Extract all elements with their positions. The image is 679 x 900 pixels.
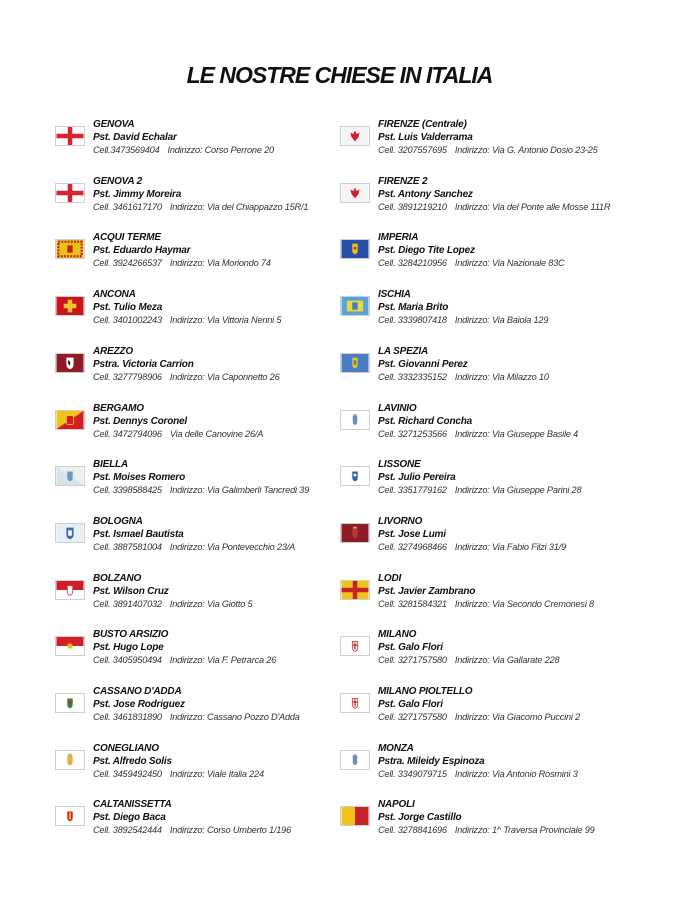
church-info xyxy=(93,231,271,270)
ischia-flag-icon xyxy=(340,296,370,316)
pastor-name: Pst. Diego Tite Lopez xyxy=(378,245,475,257)
city-name: CASSANO D'ADDA xyxy=(93,686,182,697)
church-entry-monza xyxy=(340,742,630,790)
church-info xyxy=(93,345,280,384)
church-info xyxy=(378,288,548,327)
phone-number: Cell. 3891407032 xyxy=(93,598,162,609)
contact-line xyxy=(378,257,565,270)
contact-line xyxy=(378,541,566,554)
city-name: LAVINIO xyxy=(378,402,417,414)
contact-line xyxy=(93,768,264,781)
la-spezia-flag-icon xyxy=(340,353,370,373)
address: Indirizzo: Via Giuseppe Basile 4 xyxy=(454,428,578,439)
church-entry-ischia xyxy=(340,288,630,336)
church-entry-lodi xyxy=(340,572,630,620)
phone-number: Cell. 3349079715 xyxy=(378,768,447,779)
church-info xyxy=(93,572,252,611)
address: Indirizzo: 1^ Traversa Provinciale 99 xyxy=(454,825,595,836)
phone-number: Cell. 3401002243 xyxy=(93,315,162,326)
church-entry-acqui-terme xyxy=(55,231,345,279)
church-entry-imperia xyxy=(340,231,630,279)
church-entry-livorno xyxy=(340,515,630,563)
page-title: LE NOSTRE CHIESE IN ITALIA xyxy=(186,62,493,88)
pastor-name: Pst. Hugo Lope xyxy=(93,642,164,654)
church-entry-busto-arsizio xyxy=(55,628,345,676)
church-info xyxy=(93,458,309,497)
pastor-name: Pst. Luis Valderrama xyxy=(378,132,473,143)
pastor-name: Pstra. Victoria Carrion xyxy=(93,358,194,370)
contact-line xyxy=(93,314,281,327)
phone-number: Cell. 3891219210 xyxy=(378,201,447,212)
monza-flag-icon xyxy=(340,750,370,770)
city-name: MILANO PIOLTELLO xyxy=(378,686,473,697)
address: Indirizzo: Via Giotto 5 xyxy=(169,598,253,609)
city-name: BOLZANO xyxy=(93,572,142,584)
firenze-flag-icon xyxy=(340,126,370,146)
contact-line xyxy=(378,711,580,724)
contact-line xyxy=(93,824,291,837)
church-entry-bolzano xyxy=(55,572,345,620)
church-entry-caltanissetta xyxy=(55,798,345,846)
contact-line xyxy=(93,371,280,384)
church-entry-la-spezia xyxy=(340,345,630,393)
contact-line xyxy=(378,371,549,384)
pastor-name: Pst. Dennys Coronel xyxy=(93,415,187,427)
contact-line xyxy=(378,314,548,327)
pastor-name: Pst. Giovanni Perez xyxy=(378,358,468,370)
church-info xyxy=(378,231,565,270)
pastor-name: Pst. Moises Romero xyxy=(93,472,185,484)
pastor-name: Pst. Richard Concha xyxy=(378,415,472,427)
address: Indirizzo: Via Moriondo 74 xyxy=(169,258,271,269)
church-info xyxy=(93,402,263,441)
bergamo-flag-icon xyxy=(55,410,85,430)
church-info xyxy=(93,515,295,554)
church-entry-conegliano xyxy=(55,742,345,790)
phone-number: Cell. 3271757580 xyxy=(378,712,447,722)
phone-number: Cell. 3277798906 xyxy=(93,371,162,382)
phone-number: Cell. 3461831890 xyxy=(93,712,162,722)
pastor-name: Pst. Diego Baca xyxy=(93,812,166,824)
pastor-name: Pst. Wilson Cruz xyxy=(93,585,169,597)
church-info xyxy=(378,515,566,554)
church-info xyxy=(93,175,308,214)
city-name: BUSTO ARSIZIO xyxy=(93,629,169,641)
church-info xyxy=(378,458,581,497)
pastor-name: Pst. Ismael Bautista xyxy=(93,528,184,540)
phone-number: Cell. 3892542444 xyxy=(93,825,162,836)
phone-number: Cell. 3459492450 xyxy=(93,768,162,779)
address: Indirizzo: Corso Perrone 20 xyxy=(167,145,274,155)
phone-number: Cell. 3278841696 xyxy=(378,825,447,836)
church-info xyxy=(93,742,264,781)
church-info xyxy=(93,685,300,724)
address: Indirizzo: Via Vittoria Nenni 5 xyxy=(169,315,282,326)
church-entry-lissone xyxy=(340,458,630,506)
church-entry-arezzo xyxy=(55,345,345,393)
contact-line xyxy=(93,428,263,441)
address: Indirizzo: Via Caponnetto 26 xyxy=(169,371,280,382)
phone-number: Cell. 3887581004 xyxy=(93,541,162,552)
city-name: CONEGLIANO xyxy=(93,742,159,754)
pastor-name: Pst. Maria Brito xyxy=(378,302,449,314)
livorno-flag-icon xyxy=(340,523,370,543)
phone-number: Cell. 3284210956 xyxy=(378,258,447,269)
milano-flag-icon xyxy=(340,693,370,713)
bolzano-flag-icon xyxy=(55,580,85,600)
biella-flag-icon xyxy=(55,466,85,486)
lissone-flag-icon xyxy=(340,466,370,486)
napoli-flag-icon xyxy=(340,806,370,826)
city-name: BERGAMO xyxy=(93,402,144,414)
contact-line xyxy=(93,257,271,270)
city-name: LA SPEZIA xyxy=(378,345,429,357)
church-entry-milano-pioltello xyxy=(340,685,630,733)
city-name: FIRENZE (Centrale) xyxy=(378,119,467,130)
church-entry-biella xyxy=(55,458,345,506)
phone-number: Cell. 3351779162 xyxy=(378,485,447,496)
pastor-name: Pst. Galo Flori xyxy=(378,642,443,654)
address: Indirizzo: Via del Ponte alle Mosse 111R xyxy=(454,201,611,212)
city-name: ISCHIA xyxy=(378,289,411,301)
contact-line xyxy=(93,654,276,667)
bologna-flag-icon xyxy=(55,523,85,543)
city-name: BOLOGNA xyxy=(93,515,143,527)
church-entry-ancona xyxy=(55,288,345,336)
cassano-dadda-flag-icon xyxy=(55,693,85,713)
milano-flag-icon xyxy=(340,636,370,656)
genova-flag-icon xyxy=(55,126,85,146)
phone-number: Cell. 3405950494 xyxy=(93,655,162,666)
church-entry-bologna xyxy=(55,515,345,563)
contact-line xyxy=(378,428,578,441)
pastor-name: Pst. Galo Flori xyxy=(378,699,443,710)
pastor-name: Pst. Jose Lumi xyxy=(378,528,446,540)
genova-flag-icon xyxy=(55,183,85,203)
city-name: LODI xyxy=(378,572,402,584)
church-entry-lavinio xyxy=(340,402,630,450)
conegliano-flag-icon xyxy=(55,750,85,770)
address: Indirizzo: Via Baiola 129 xyxy=(454,315,549,326)
pastor-name: Pst. Jimmy Moreira xyxy=(93,188,182,200)
city-name: AREZZO xyxy=(93,345,133,357)
pastor-name: Pst. David Echalar xyxy=(93,132,177,143)
contact-line xyxy=(378,201,610,214)
city-name: ANCONA xyxy=(93,289,136,301)
address: Indirizzo: Viale Italia 224 xyxy=(169,768,264,779)
phone-number: Cell. 3398588425 xyxy=(93,485,162,496)
address: Indirizzo: Via Secondo Cremonesi 8 xyxy=(454,598,594,609)
contact-line xyxy=(93,484,309,497)
address: Indirizzo: Via Antonio Rosmini 3 xyxy=(454,768,578,779)
pastor-name: Pst. Tulio Meza xyxy=(93,302,163,314)
phone-number: Cell. 3472794096 xyxy=(93,428,162,439)
address: Indirizzo: Via del Chiappazzo 15R/1 xyxy=(169,201,309,212)
acqui-terme-flag-icon xyxy=(55,239,85,259)
church-entry-bergamo xyxy=(55,402,345,450)
phone-number: Cell. 3281584321 xyxy=(378,598,447,609)
address: Indirizzo: Via Fabio Filzi 31/9 xyxy=(454,541,566,552)
phone-number: Cell. 3271253566 xyxy=(378,428,447,439)
contact-line xyxy=(378,598,594,611)
pastor-name: Pst. Jorge Castillo xyxy=(378,812,462,824)
city-name: ACQUI TERME xyxy=(93,232,161,244)
phone-number: Cell. 3924266537 xyxy=(93,258,162,269)
lavinio-flag-icon xyxy=(340,410,370,430)
church-info xyxy=(378,118,598,157)
church-entry-milano xyxy=(340,628,630,676)
phone-number: Cell. 3207557695 xyxy=(378,145,447,155)
phone-number: Cell. 3339807418 xyxy=(378,315,447,326)
church-info xyxy=(378,798,595,837)
pastor-name: Pst. Eduardo Haymar xyxy=(93,245,191,257)
busto-arsizio-flag-icon xyxy=(55,636,85,656)
church-info xyxy=(378,628,559,667)
phone-number: Cell. 3271757580 xyxy=(378,655,447,666)
firenze-flag-icon xyxy=(340,183,370,203)
contact-line xyxy=(378,144,598,157)
phone-number: Cell. 3461617170 xyxy=(93,201,162,212)
contact-line xyxy=(93,541,295,554)
pastor-name: Pst. Jose Rodriguez xyxy=(93,699,185,710)
city-name: LIVORNO xyxy=(378,515,423,527)
contact-line xyxy=(93,711,300,724)
city-name: LISSONE xyxy=(378,459,421,471)
city-name: GENOVA xyxy=(93,119,135,130)
address: Indirizzo: Cassano Pozzo D'Adda xyxy=(169,712,300,722)
contact-line xyxy=(378,824,595,837)
ancona-flag-icon xyxy=(55,296,85,316)
pastor-name: Pstra. Mileidy Espinoza xyxy=(378,755,485,767)
arezzo-flag-icon xyxy=(55,353,85,373)
address: Via delle Canovine 26/A xyxy=(169,428,264,439)
church-info xyxy=(378,685,580,724)
address: Indirizzo: Via Nazionale 83C xyxy=(454,258,565,269)
contact-line xyxy=(93,144,274,157)
church-entry-firenze-centrale xyxy=(340,118,630,166)
address: Indirizzo: Via Giacomo Puccini 2 xyxy=(454,712,581,722)
church-entry-genova xyxy=(55,118,345,166)
address: Indirizzo: Via Gallarate 228 xyxy=(454,655,560,666)
imperia-flag-icon xyxy=(340,239,370,259)
church-info xyxy=(378,742,578,781)
contact-line xyxy=(93,201,308,214)
church-info xyxy=(378,572,594,611)
church-info xyxy=(93,118,274,157)
church-entry-firenze-2 xyxy=(340,175,630,223)
address: Indirizzo: Via Galimberli Tancredi 39 xyxy=(169,485,310,496)
contact-line xyxy=(93,598,252,611)
phone-number: Cell. 3274968466 xyxy=(378,541,447,552)
contact-line xyxy=(378,654,559,667)
address: Indirizzo: Via Milazzo 10 xyxy=(454,371,549,382)
church-info xyxy=(378,402,578,441)
city-name: NAPOLI xyxy=(378,799,415,811)
address: Indirizzo: Corso Umberto 1/196 xyxy=(169,825,291,836)
phone-number: Cell. 3332335152 xyxy=(378,371,447,382)
city-name: GENOVA 2 xyxy=(93,175,142,187)
phone-number: Cell.3473569404 xyxy=(93,145,160,155)
address: Indirizzo: Via Pontevecchio 23/A xyxy=(169,541,296,552)
pastor-name: Pst. Javier Zambrano xyxy=(378,585,476,597)
pastor-name: Pst. Alfredo Solis xyxy=(93,755,172,767)
church-info xyxy=(93,628,276,667)
city-name: CALTANISSETTA xyxy=(93,799,172,811)
contact-line xyxy=(378,484,581,497)
church-info xyxy=(378,345,549,384)
church-info xyxy=(93,288,281,327)
church-entry-genova-2 xyxy=(55,175,345,223)
city-name: IMPERIA xyxy=(378,232,419,244)
caltanissetta-flag-icon xyxy=(55,806,85,826)
church-entry-napoli xyxy=(340,798,630,846)
church-entry-cassano-d-adda xyxy=(55,685,345,733)
lodi-flag-icon xyxy=(340,580,370,600)
city-name: MONZA xyxy=(378,742,414,754)
address: Indirizzo: Via Giuseppe Parini 28 xyxy=(454,485,582,496)
pastor-name: Pst. Julio Pereira xyxy=(378,472,456,484)
address: Indirizzo: Via G. Antonio Dosio 23-25 xyxy=(454,145,598,155)
city-name: FIRENZE 2 xyxy=(378,175,428,187)
city-name: MILANO xyxy=(378,629,417,641)
church-info xyxy=(93,798,291,837)
city-name: BIELLA xyxy=(93,459,128,471)
church-info xyxy=(378,175,610,214)
contact-line xyxy=(378,768,578,781)
address: Indirizzo: Via F. Petrarca 26 xyxy=(169,655,277,666)
pastor-name: Pst. Antony Sanchez xyxy=(378,188,473,200)
